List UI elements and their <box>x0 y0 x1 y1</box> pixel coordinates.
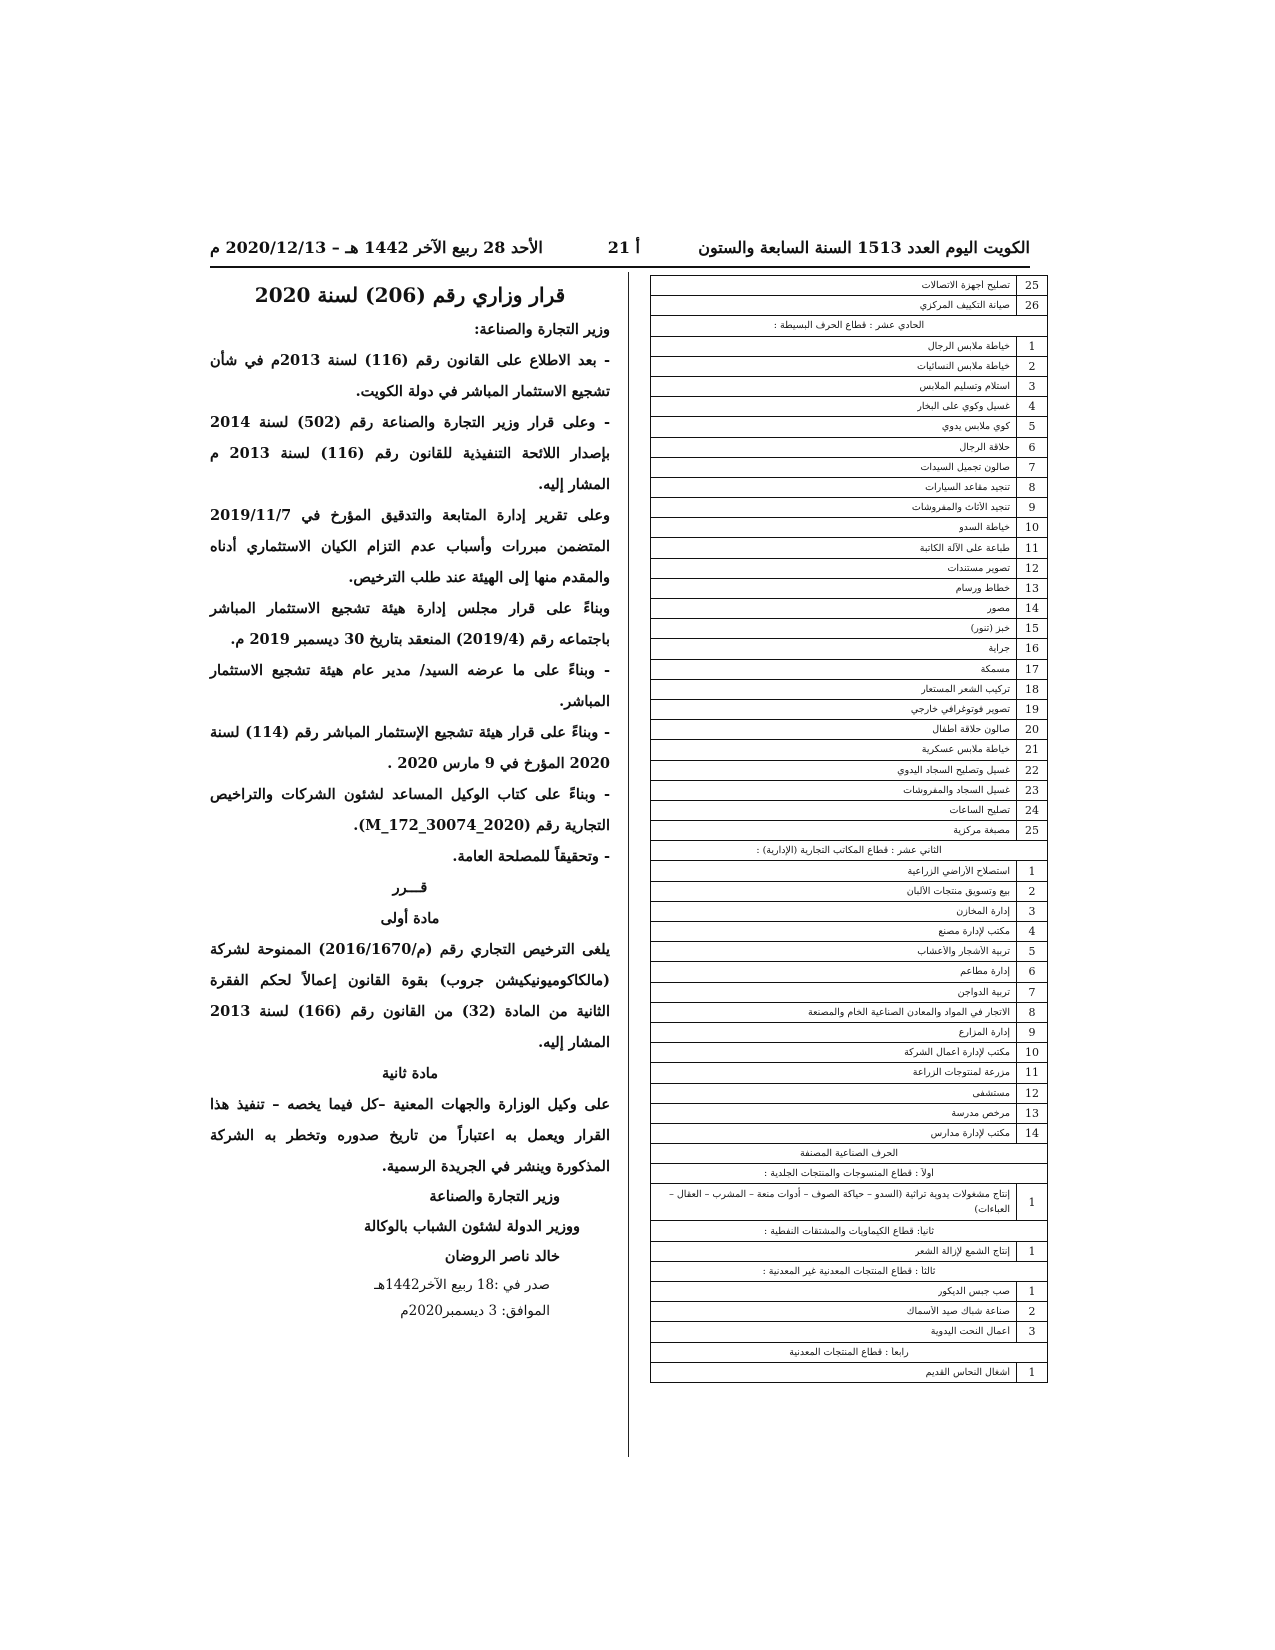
activity-name: طباعة على الآلة الكاتبة <box>919 542 1010 554</box>
table-row <box>651 559 1047 579</box>
column-divider <box>628 272 629 1457</box>
table-row <box>651 821 1047 841</box>
table-row <box>651 1363 1047 1382</box>
row-number: 1 <box>1016 861 1047 880</box>
activity-name: خياطة السدو <box>959 522 1010 534</box>
issued-date-hijri: صدر في :18 ربيع الآخر1442هـ <box>374 1277 550 1293</box>
table-row <box>651 1184 1047 1221</box>
signatory-name: خالد ناصر الروضان <box>444 1248 560 1265</box>
preamble-5: - وبناءً على ما عرضه السيد/ مدير عام هيئة تشجيع الاستثمار المباشر. <box>210 662 610 710</box>
preamble-1: - بعد الاطلاع على القانون رقم (116) لسنة 2013م في شأن تشجيع الاستثمار المباشر في دولة الكويت. <box>210 352 610 400</box>
section-heading: الحرف الصناعية المصنفة <box>800 1148 898 1160</box>
preamble-6: - وبناءً على قرار هيئة تشجيع الإستثمار المباشر رقم (114) لسنة 2020 المؤرخ في 9 مارس 2020 . <box>210 724 610 772</box>
activity-name: إنتاج مشغولات يدوية تراثية (السدو – حياكة الصوف – أدوات منعة – المشرب – العقال – العباءات) <box>669 1189 1010 1216</box>
row-number: 6 <box>1016 438 1047 457</box>
row-number: 10 <box>1016 518 1047 537</box>
row-number: 16 <box>1016 639 1047 658</box>
activity-name: مستشفى <box>972 1087 1010 1099</box>
table-row <box>651 276 1047 296</box>
table-row <box>651 619 1047 639</box>
activity-name: أعمال النحت اليدوية <box>930 1326 1010 1338</box>
row-number: 19 <box>1016 700 1047 719</box>
table-row <box>651 639 1047 659</box>
row-number: 14 <box>1016 599 1047 618</box>
table-row <box>651 1302 1047 1322</box>
table-row <box>651 983 1047 1003</box>
table-row <box>651 660 1047 680</box>
minister-line: وزير التجارة والصناعة: <box>474 321 610 338</box>
row-number: 10 <box>1016 1043 1047 1062</box>
row-number: 7 <box>1016 458 1047 477</box>
section-heading-row <box>651 1144 1047 1164</box>
activity-name: خياطة ملابس النسائيات <box>917 360 1010 372</box>
activity-name: مصور <box>987 603 1010 615</box>
section-heading-row <box>651 1262 1047 1282</box>
activity-name: تصوير مستندات <box>947 562 1010 574</box>
row-number: 23 <box>1016 781 1047 800</box>
activity-name: مسمكة <box>980 663 1010 675</box>
table-row <box>651 902 1047 922</box>
row-number: 3 <box>1016 1322 1047 1341</box>
activity-name: صالون حلاقة أطفال <box>932 724 1010 736</box>
table-row <box>651 781 1047 801</box>
table-row <box>651 518 1047 538</box>
row-number: 4 <box>1016 397 1047 416</box>
activity-name: كوي ملابس يدوي <box>941 421 1010 433</box>
row-number: 26 <box>1016 296 1047 315</box>
activity-name: غسيل السجاد والمفروشات <box>903 784 1010 796</box>
activity-name: خبز (تنور) <box>970 623 1010 635</box>
issue-date: الأحد 28 ربيع الآخر 1442 هـ – 2020/12/13 م <box>210 238 543 257</box>
preamble-2: - وعلى قرار وزير التجارة والصناعة رقم (502) لسنة 2014 بإصدار اللائحة التنفيذية للقانون رقم (116) لسنة 2013 م المشار إليه. <box>210 414 610 493</box>
activity-name: خطاط ورسام <box>955 582 1010 594</box>
activity-name: تصوير فوتوغرافي خارجي <box>910 704 1010 716</box>
table-row <box>651 458 1047 478</box>
table-row <box>651 1084 1047 1104</box>
activity-name: صيانة التكييف المركزي <box>919 300 1010 312</box>
row-number: 15 <box>1016 619 1047 638</box>
row-number: 8 <box>1016 1003 1047 1022</box>
row-number: 1 <box>1016 1363 1047 1382</box>
table-row <box>651 801 1047 821</box>
activity-name: استصلاح الأراضي الزراعية <box>907 865 1010 877</box>
signatory-title-2: ووزير الدولة لشئون الشباب بالوكالة <box>363 1218 580 1235</box>
table-row <box>651 377 1047 397</box>
activity-name: غسيل وتصليح السجاد اليدوي <box>897 764 1010 776</box>
row-number: 4 <box>1016 922 1047 941</box>
table-row <box>651 962 1047 982</box>
activity-name: تربية الأشجار والأعشاب <box>917 946 1010 958</box>
table-row <box>651 397 1047 417</box>
table-row <box>651 1282 1047 1302</box>
row-number: 9 <box>1016 498 1047 517</box>
table-row <box>651 1003 1047 1023</box>
table-row <box>651 922 1047 942</box>
table-row <box>651 478 1047 498</box>
activity-name: تصليح الساعات <box>949 804 1010 816</box>
issued-date-gregorian: الموافق: 3 ديسمبر2020م <box>400 1303 550 1319</box>
row-number: 1 <box>1016 337 1047 356</box>
row-number: 2 <box>1016 882 1047 901</box>
table-row <box>651 942 1047 962</box>
activity-name: إدارة مطاعم <box>960 966 1010 978</box>
activity-name: إنتاج الشمع لإزالة الشعر <box>914 1245 1010 1257</box>
table-row <box>651 599 1047 619</box>
article-1-title: مادة أولى <box>380 910 440 927</box>
table-row <box>651 1242 1047 1262</box>
activity-name: تركيب الشعر المستعار <box>921 683 1010 695</box>
activity-name: تربية الدواجن <box>957 986 1010 998</box>
activity-name: مرخص مدرسة <box>951 1107 1010 1119</box>
table-row <box>651 680 1047 700</box>
row-number: 11 <box>1016 538 1047 557</box>
row-number: 3 <box>1016 377 1047 396</box>
table-row <box>651 1023 1047 1043</box>
activity-name: غسيل وكوي على البخار <box>917 401 1010 413</box>
table-row <box>651 882 1047 902</box>
section-heading-row <box>651 316 1047 336</box>
activity-name: تنجيد الأثاث والمفروشات <box>911 502 1010 514</box>
row-number: 8 <box>1016 478 1047 497</box>
section-heading: ثانياً: قطاع الكيماويات والمشتقات النفطية : <box>763 1225 934 1237</box>
section-heading-row <box>651 1164 1047 1184</box>
row-number: 17 <box>1016 660 1047 679</box>
activity-name: مكتب لإدارة أعمال الشركة <box>904 1047 1010 1059</box>
table-row <box>651 1322 1047 1342</box>
table-row <box>651 357 1047 377</box>
row-number: 20 <box>1016 720 1047 739</box>
row-number: 21 <box>1016 740 1047 759</box>
preamble-4: وبناءً على قرار مجلس إدارة هيئة تشجيع الاستثمار المباشر باجتماعه رقم (2019/4) المنعقد بتاريخ 30 ديسمبر 2019 م. <box>210 600 610 648</box>
table-row <box>651 337 1047 357</box>
activity-name: مصبغة مركزية <box>953 825 1010 837</box>
table-row <box>651 861 1047 881</box>
page-header <box>210 238 1030 262</box>
section-heading: رابعاً : قطاع المنتجات المعدنية <box>789 1346 909 1358</box>
row-number: 9 <box>1016 1023 1047 1042</box>
row-number: 5 <box>1016 942 1047 961</box>
preamble-7: - وبناءً على كتاب الوكيل المساعد لشئون الشركات والتراخيص التجارية رقم (M_172_30074_2020). <box>210 786 610 834</box>
table-row <box>651 438 1047 458</box>
activity-name: جراية <box>988 643 1010 655</box>
row-number: 1 <box>1016 1282 1047 1301</box>
row-number: 12 <box>1016 1084 1047 1103</box>
activity-name: صالون تجميل السيدات <box>920 461 1010 473</box>
activity-name: صب جبس الديكور <box>937 1286 1010 1298</box>
row-number: 3 <box>1016 902 1047 921</box>
table-row <box>651 296 1047 316</box>
gazette-issue: الكويت اليوم العدد 1513 السنة السابعة والستون <box>698 238 1030 257</box>
section-heading: ثالثاً : قطاع المنتجات المعدنية غير المعدنية : <box>762 1265 936 1277</box>
activity-name: خياطة ملابس الرجال <box>927 340 1010 352</box>
decree-title: قرار وزاري رقم (206) لسنة 2020 <box>254 283 566 307</box>
page-number: أ 21 <box>607 238 640 257</box>
activity-name: إدارة المزارع <box>958 1027 1010 1039</box>
table-row <box>651 700 1047 720</box>
table-row <box>651 417 1047 437</box>
row-number: 6 <box>1016 962 1047 981</box>
table-row <box>651 761 1047 781</box>
activity-name: استلام وتسليم الملابس <box>919 381 1010 393</box>
activity-name: صناعة شباك صيد الأسماك <box>906 1306 1010 1318</box>
table-row <box>651 1124 1047 1144</box>
activity-name: حلاقة الرجال <box>959 441 1010 453</box>
activity-name: تنجيد مقاعد السيارات <box>925 481 1010 493</box>
section-heading: الحادي عشر : قطاع الحرف البسيطة : <box>773 320 925 332</box>
activity-name: مكتب لإدارة مصنع <box>938 926 1010 938</box>
table-row <box>651 740 1047 760</box>
row-number: 1 <box>1016 1242 1047 1261</box>
table-row <box>651 579 1047 599</box>
row-number: 25 <box>1016 821 1047 840</box>
row-number: 24 <box>1016 801 1047 820</box>
decree-column <box>210 278 610 1324</box>
activity-name: مزرعة لمنتوجات الزراعة <box>912 1067 1010 1079</box>
row-number: 5 <box>1016 417 1047 436</box>
table-row <box>651 498 1047 518</box>
table-row <box>651 1043 1047 1063</box>
section-heading: أولاً : قطاع المنسوجات والمنتجات الجلدية : <box>764 1168 934 1180</box>
section-heading: الثاني عشر : قطاع المكاتب التجارية (الإدارية) : <box>756 845 942 857</box>
section-heading-row <box>651 1343 1047 1363</box>
row-number: 12 <box>1016 559 1047 578</box>
table-row <box>651 1104 1047 1124</box>
row-number: 22 <box>1016 761 1047 780</box>
article-1-text: يلغى الترخيص التجاري رقم (م/2016/1670) الممنوحة لشركة (مالكاكوميونيكيشن جروب) بقوة القانون إعمالاً لحكم الفقرة الثانية من المادة (32) من القانون رقم (166) لسنة 2013 المشار إليه. <box>210 941 610 1051</box>
row-number: 25 <box>1016 276 1047 295</box>
activities-table <box>650 275 1048 1383</box>
row-number: 13 <box>1016 1104 1047 1123</box>
row-number: 18 <box>1016 680 1047 699</box>
row-number: 2 <box>1016 357 1047 376</box>
section-heading-row <box>651 841 1047 861</box>
activity-name: الاتجار في المواد والمعادن الصناعية الخام والمصنعة <box>808 1006 1010 1018</box>
signatory-title-1: وزير التجارة والصناعة <box>429 1188 560 1205</box>
decided-heading: قـــرر <box>392 879 428 896</box>
row-number: 1 <box>1016 1184 1047 1220</box>
activity-name: خياطة ملابس عسكرية <box>921 744 1010 756</box>
activity-name: مكتب لإدارة مدارس <box>930 1127 1010 1139</box>
article-2-title: مادة ثانية <box>382 1065 438 1082</box>
activity-name: تصليح أجهزة الاتصالات <box>921 280 1010 292</box>
table-row <box>651 1063 1047 1083</box>
activity-name: بيع وتسويق منتجات الألبان <box>906 885 1010 897</box>
header-rule <box>210 266 1030 268</box>
row-number: 13 <box>1016 579 1047 598</box>
row-number: 7 <box>1016 983 1047 1002</box>
preamble-3: وعلى تقرير إدارة المتابعة والتدقيق المؤرخ في 2019/11/7 المتضمن مبررات وأسباب عدم التزام الكيان الاستثماري أدناه والمقدم منها إلى الهيئة عند طلب الترخيص. <box>210 507 610 586</box>
table-row <box>651 538 1047 558</box>
activity-name: أشغال النحاس القديم <box>925 1366 1010 1378</box>
preamble-8: - وتحقيقاً للمصلحة العامة. <box>452 848 610 865</box>
article-2-text: على وكيل الوزارة والجهات المعنية –كل فيما يخصه – تنفيذ هذا القرار ويعمل به اعتباراً من تاريخ صدوره وتخطر به الشركة المذكورة وينشر في الجريدة الرسمية. <box>210 1096 610 1175</box>
section-heading-row <box>651 1221 1047 1241</box>
row-number: 14 <box>1016 1124 1047 1143</box>
table-row <box>651 720 1047 740</box>
activity-name: إدارة المخازن <box>956 905 1010 917</box>
row-number: 11 <box>1016 1063 1047 1082</box>
row-number: 2 <box>1016 1302 1047 1321</box>
